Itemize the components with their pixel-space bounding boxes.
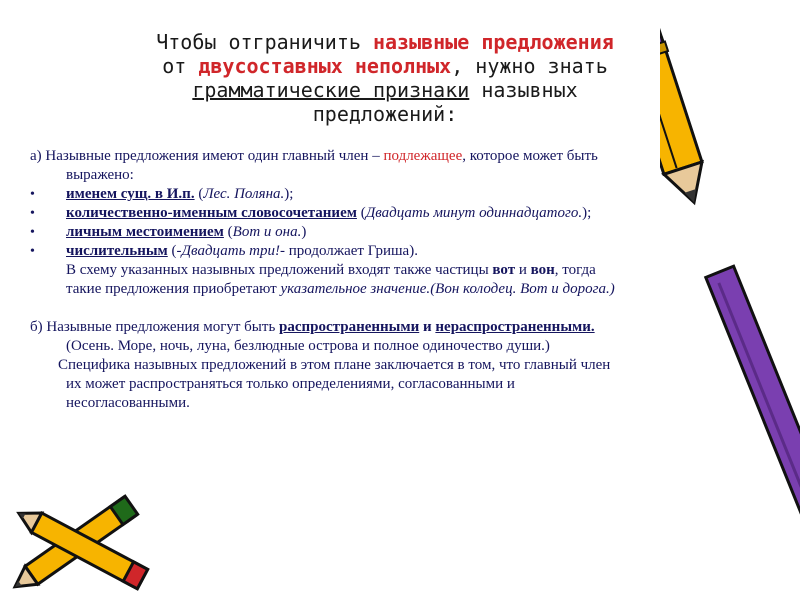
bullet-icon: •	[30, 187, 35, 202]
title-text-4: назывных	[469, 78, 578, 102]
title-text-2: от	[162, 54, 199, 78]
title-text-3: , нужно знать	[451, 54, 608, 78]
title-term-nominative: назывные предложения	[372, 30, 614, 54]
text-span: (	[223, 224, 233, 240]
text-span: и	[515, 262, 531, 278]
subject-word: подлежащее	[383, 148, 463, 164]
bullet-term: именем сущ. в И.п.	[66, 186, 195, 202]
bullet-icon: •	[30, 244, 35, 259]
text-span: и	[419, 319, 436, 335]
specifics-line-2: их может распространяться только определениями, согласованными и	[66, 376, 515, 392]
bullet-term: количественно-именным словосочетанием	[66, 205, 357, 221]
bullet-example: Двадцать три!-	[181, 243, 285, 259]
pencil-icon-right	[660, 0, 800, 600]
text-span: а) Назывные предложения имеют один главный член –	[30, 148, 384, 164]
specifics-line-3: несогласованными.	[66, 395, 190, 411]
text-span: б) Назывные предложения могут быть	[30, 319, 280, 335]
text-span: , которое может быть	[462, 148, 598, 164]
pencil-icon-bottom-left	[0, 470, 170, 600]
slide-title	[60, 30, 710, 126]
demonstrative-example: (Вон колодец. Вот и дорога.)	[430, 281, 615, 297]
bullet-icon: •	[30, 206, 35, 221]
specifics-line-1: Специфика назывных предложений в этом плане заключается в том, что главный член	[58, 357, 611, 373]
text-span: );	[284, 186, 294, 202]
text-span: (	[194, 186, 204, 202]
bullet-icon: •	[30, 225, 35, 240]
term-extended: распространенными	[279, 319, 420, 335]
term-unextended: нераспространенными.	[435, 319, 595, 335]
text-span: , тогда	[554, 262, 596, 278]
demonstrative-meaning: указательное значение.	[280, 281, 431, 297]
title-term-incomplete: двусоставных неполных	[198, 54, 452, 78]
bullet-example: Вот и она.	[232, 224, 302, 240]
particle-vot: вот	[492, 262, 516, 278]
text-span: (-	[167, 243, 182, 259]
text-span: (	[356, 205, 366, 221]
text-span: такие предложения приобретают	[66, 281, 281, 297]
bullet-term: числительным	[66, 243, 168, 259]
title-text-1: Чтобы отграничить	[156, 30, 373, 54]
text-span: );	[582, 205, 592, 221]
bullet-example: Лес. Поляна.	[203, 186, 285, 202]
section-a-intro-cont: выражено:	[66, 167, 134, 183]
particle-von: вон	[530, 262, 555, 278]
title-term-features: грамматические признаки	[192, 78, 470, 102]
title-text-5: предложений:	[312, 102, 458, 126]
text-span: )	[301, 224, 307, 240]
text-span: В схему указанных назывных предложений входят также частицы	[66, 262, 493, 278]
bullet-example: Двадцать минут одиннадцатого.	[365, 205, 583, 221]
text-span: продолжает Гриша).	[284, 243, 418, 259]
section-b-example: (Осень. Море, ночь, луна, безлюдные острова и полное одиночество души.)	[66, 338, 550, 354]
bullet-term: личным местоимением	[66, 224, 224, 240]
